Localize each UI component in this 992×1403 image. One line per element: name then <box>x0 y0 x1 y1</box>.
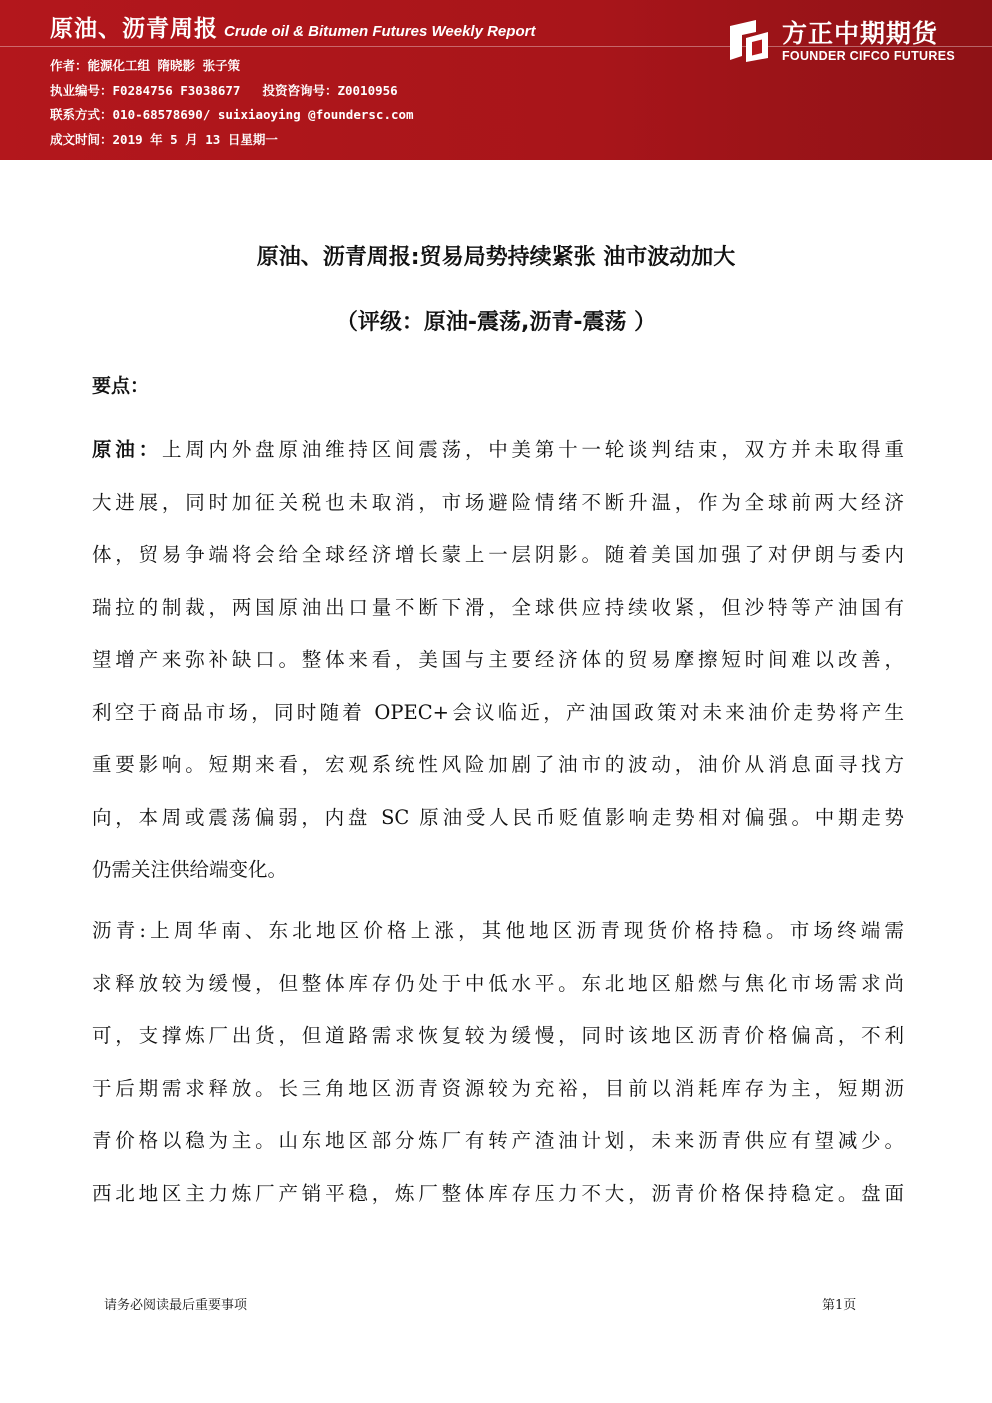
text-line: 利空于商品市场，同时随着 OPEC+会议临近，产油国政策对未来油价走势将产生 <box>92 700 904 724</box>
report-title: 原油、沥青周报:贸易局势持续紧张 油市波动加大 <box>256 245 736 270</box>
license-number: F0284756 F3038677 <box>112 82 241 98</box>
text-line: 仍需关注供给端变化。 <box>92 858 288 881</box>
logo-text-en: FOUNDER CIFCO FUTURES <box>782 49 955 63</box>
license-label: 执业编号： <box>50 82 113 98</box>
text-line: 向，本周或震荡偏弱，内盘 SC 原油受人民币贬值影响走势相对偏强。中期走势 <box>92 805 904 829</box>
contact-label: 联系方式： <box>50 107 113 122</box>
text-line: 沥青:上周华南、东北地区价格上涨，其他地区沥青现货价格持稳。市场终端需 <box>92 919 904 942</box>
consult-label: 投资咨询号： <box>262 82 338 98</box>
crude-oil-paragraph <box>92 424 904 897</box>
text-line: 青价格以稳为主。山东地区部分炼厂有转产渣油计划，未来沥青供应有望减少。 <box>92 1129 904 1152</box>
founder-logo-icon <box>726 18 772 64</box>
author-info <box>50 54 414 152</box>
text-line: 西北地区主力炼厂产销平稳，炼厂整体库存压力不大，沥青价格保持稳定。盘面 <box>92 1181 904 1205</box>
header-title-cn: 原油、沥青周报 <box>50 16 218 42</box>
key-points-heading: 要点： <box>92 375 150 397</box>
header-title-en: Crude oil & Bitumen Futures Weekly Report <box>224 23 536 40</box>
page-number: 第1页 <box>822 1298 857 1313</box>
text-line: 大进展，同时加征关税也未取消，市场避险情绪不断升温，作为全球前两大经济 <box>92 490 904 514</box>
report-date: 2019 年 5 月 13 日星期一 <box>112 131 278 147</box>
date-line <box>50 128 414 153</box>
crude-oil-label: 原油： <box>92 438 162 461</box>
text-line: 重要影响。短期来看，宏观系统性风险加剧了油市的波动，油价从消息面寻找方 <box>92 753 904 776</box>
author-line <box>50 54 414 79</box>
contact-line <box>50 103 414 128</box>
text-line: 原油：上周内外盘原油维持区间震荡，中美第十一轮谈判结束，双方并未取得重 <box>92 438 904 461</box>
date-label: 成文时间： <box>50 131 113 147</box>
footer-notice: 请务必阅读最后重要事项 <box>104 1298 248 1313</box>
company-logo <box>726 14 976 66</box>
text-line: 瑞拉的制裁，两国原油出口量不断下滑，全球供应持续收紧，但沙特等产油国有 <box>92 595 904 619</box>
author-label: 作者： <box>50 58 88 73</box>
text-line: 可，支撑炼厂出货，但道路需求恢复较为缓慢，同时该地区沥青价格偏高，不利 <box>92 1024 904 1047</box>
license-line <box>50 79 414 104</box>
text-line: 望增产来弥补缺口。整体来看，美国与主要经济体的贸易摩擦短时间难以改善， <box>92 648 904 671</box>
text-line: 于后期需求释放。长三角地区沥青资源较为充裕，目前以消耗库存为主，短期沥 <box>92 1076 904 1100</box>
logo-text-cn: 方正中期期货 <box>782 19 939 48</box>
consult-number: Z0010956 <box>337 82 398 98</box>
bitumen-paragraph <box>92 905 904 1220</box>
contact-info: 010-68578690/ suixiaoying @foundersc.com <box>112 107 414 122</box>
text-line: 体，贸易争端将会给全球经济增长蒙上一层阴影。随着美国加强了对伊朗与委内 <box>92 543 904 566</box>
author-names: 能源化工组 隋晓影 张子策 <box>87 58 241 73</box>
text-line: 求释放较为缓慢，但整体库存仍处于中低水平。东北地区船燃与焦化市场需求尚 <box>92 971 904 995</box>
report-rating: （评级：原油-震荡,沥青-震荡 ） <box>335 310 657 335</box>
header-title <box>50 10 535 43</box>
report-header <box>0 0 992 160</box>
